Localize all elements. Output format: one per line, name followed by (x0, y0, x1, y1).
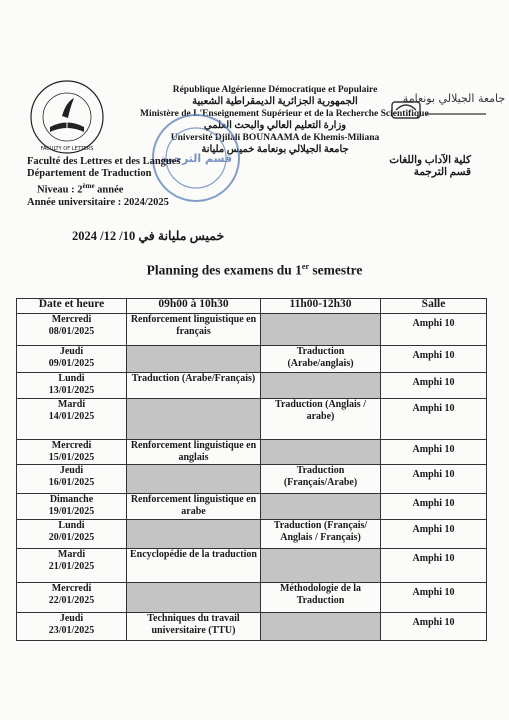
day-name: Mercredi (51, 440, 92, 451)
day-name: Lundi (58, 373, 85, 384)
room-cell: Amphi 10 (381, 520, 487, 549)
room-cell: Amphi 10 (381, 440, 487, 465)
svg-text:FACULTY OF LETTERS: FACULTY OF LETTERS (40, 146, 94, 152)
exam-date: 14/01/2025 (48, 410, 95, 422)
header-fr-ministry: Ministère de L'Enseignement Supérieur et de la Recherche Scientifique (140, 109, 429, 119)
table-row (17, 399, 487, 440)
exam-date: 16/01/2025 (48, 476, 95, 488)
faculty-name-ar: كلية الآداب واللغات (389, 155, 471, 166)
late-morning-exam-cell: Traduction (Anglais / arabe) (261, 399, 381, 440)
room-cell: Amphi 10 (381, 494, 487, 520)
morning-exam-cell: Traduction (Arabe/Français) (127, 373, 261, 399)
late-morning-exam-cell: Traduction (Arabe/anglais) (261, 346, 381, 373)
late-morning-exam-cell (261, 440, 381, 465)
faculty-logo-icon (22, 72, 112, 162)
late-morning-exam-cell (261, 494, 381, 520)
table-row (17, 494, 487, 520)
exam-date: 20/01/2025 (48, 531, 95, 543)
morning-exam-cell: Renforcement linguistique en anglais (127, 440, 261, 465)
table-row (17, 549, 487, 583)
exam-date: 23/01/2025 (48, 624, 95, 636)
faculty-name: Faculté des Lettres et des Langues (27, 156, 181, 167)
date-cell (17, 613, 127, 641)
date-cell (17, 549, 127, 583)
table-row (17, 373, 487, 399)
morning-exam-cell (127, 346, 261, 373)
exam-date: 15/01/2025 (48, 451, 95, 463)
room-cell: Amphi 10 (381, 583, 487, 613)
date-line: خميس مليانة في 10/ 12/ 2024 (72, 229, 225, 243)
table-row (17, 613, 487, 641)
day-name: Lundi (58, 520, 85, 531)
faculty-info-arabic (389, 155, 471, 179)
header-date: Date et heure (17, 299, 127, 314)
date-cell (17, 583, 127, 613)
day-name: Mercredi (51, 583, 92, 594)
room-cell: Amphi 10 (381, 613, 487, 641)
header-ar-ministry: وزارة التعليم العالي والبحث العلمي (203, 120, 347, 131)
exam-date: 21/01/2025 (48, 560, 95, 572)
day-name: Mardi (57, 399, 86, 410)
room-cell: Amphi 10 (381, 373, 487, 399)
date-cell (17, 494, 127, 520)
faculty-info-block (27, 156, 181, 209)
room-cell: Amphi 10 (381, 314, 487, 346)
day-name: Mercredi (51, 314, 92, 325)
exam-date: 22/01/2025 (48, 594, 95, 606)
table-body (17, 314, 487, 641)
table-row (17, 346, 487, 373)
morning-exam-cell (127, 583, 261, 613)
morning-exam-cell: Encyclopédie de la traduction (127, 549, 261, 583)
morning-exam-cell: Techniques du travail universitaire (TTU) (127, 613, 261, 641)
header-ar-university: جامعة الجيلالي بونعامة خميس مليانة (201, 144, 349, 155)
morning-exam-cell (127, 465, 261, 494)
date-cell (17, 373, 127, 399)
late-morning-exam-cell: Traduction (Français/Arabe) (261, 465, 381, 494)
academic-year: Année universitaire : 2024/2025 (27, 196, 169, 208)
morning-exam-cell: Renforcement linguistique en français (127, 314, 261, 346)
date-cell (17, 520, 127, 549)
table-row (17, 465, 487, 494)
morning-exam-cell (127, 399, 261, 440)
room-cell: Amphi 10 (381, 549, 487, 583)
room-cell: Amphi 10 (381, 399, 487, 440)
header-fr-republic: République Algérienne Démocratique et Populaire (172, 85, 378, 95)
morning-exam-cell (127, 520, 261, 549)
late-morning-exam-cell (261, 314, 381, 346)
date-cell (17, 346, 127, 373)
late-morning-exam-cell: Traduction (Français/ Anglais / Français) (261, 520, 381, 549)
exam-schedule-table (16, 298, 487, 641)
late-morning-exam-cell (261, 549, 381, 583)
stamp-text: قسم الترجمة (159, 152, 233, 165)
day-name: Jeudi (59, 346, 84, 357)
level-line: Niveau : 2ème année (37, 182, 124, 196)
late-morning-exam-cell: Méthodologie de la Traduction (261, 583, 381, 613)
header-room: Salle (381, 299, 487, 314)
day-name: Jeudi (59, 613, 84, 624)
department-name: Département de Traduction (27, 168, 152, 179)
exam-date: 08/01/2025 (48, 325, 95, 337)
page-title: Planning des examens du 1er semestre (146, 262, 363, 278)
table-row (17, 314, 487, 346)
morning-exam-cell: Renforcement linguistique en arabe (127, 494, 261, 520)
late-morning-exam-cell (261, 373, 381, 399)
late-morning-exam-cell (261, 613, 381, 641)
header-slot2: 11h00-12h30 (261, 299, 381, 314)
date-cell (17, 465, 127, 494)
exam-date: 09/01/2025 (48, 357, 95, 369)
date-cell (17, 440, 127, 465)
exam-date: 19/01/2025 (48, 505, 95, 517)
day-name: Mardi (57, 549, 86, 560)
exam-date: 13/01/2025 (48, 384, 95, 396)
room-cell: Amphi 10 (381, 465, 487, 494)
table-header-row (17, 299, 487, 314)
department-name-ar: قسم الترجمة (413, 167, 471, 178)
date-cell (17, 399, 127, 440)
university-logo-text: جامعة الجيلالي بونعامة (402, 92, 506, 105)
room-cell: Amphi 10 (381, 346, 487, 373)
day-name: Jeudi (59, 465, 84, 476)
date-cell (17, 314, 127, 346)
table-row (17, 583, 487, 613)
header-ar-republic: الجمهورية الجزائرية الديمقراطية الشعبية (192, 96, 358, 107)
header-fr-university: Université Djilali BOUNAAMA de Khemis-Miliana (170, 133, 380, 143)
table-row (17, 520, 487, 549)
day-name: Dimanche (49, 494, 94, 505)
header-slot1: 09h00 à 10h30 (127, 299, 261, 314)
table-row (17, 440, 487, 465)
